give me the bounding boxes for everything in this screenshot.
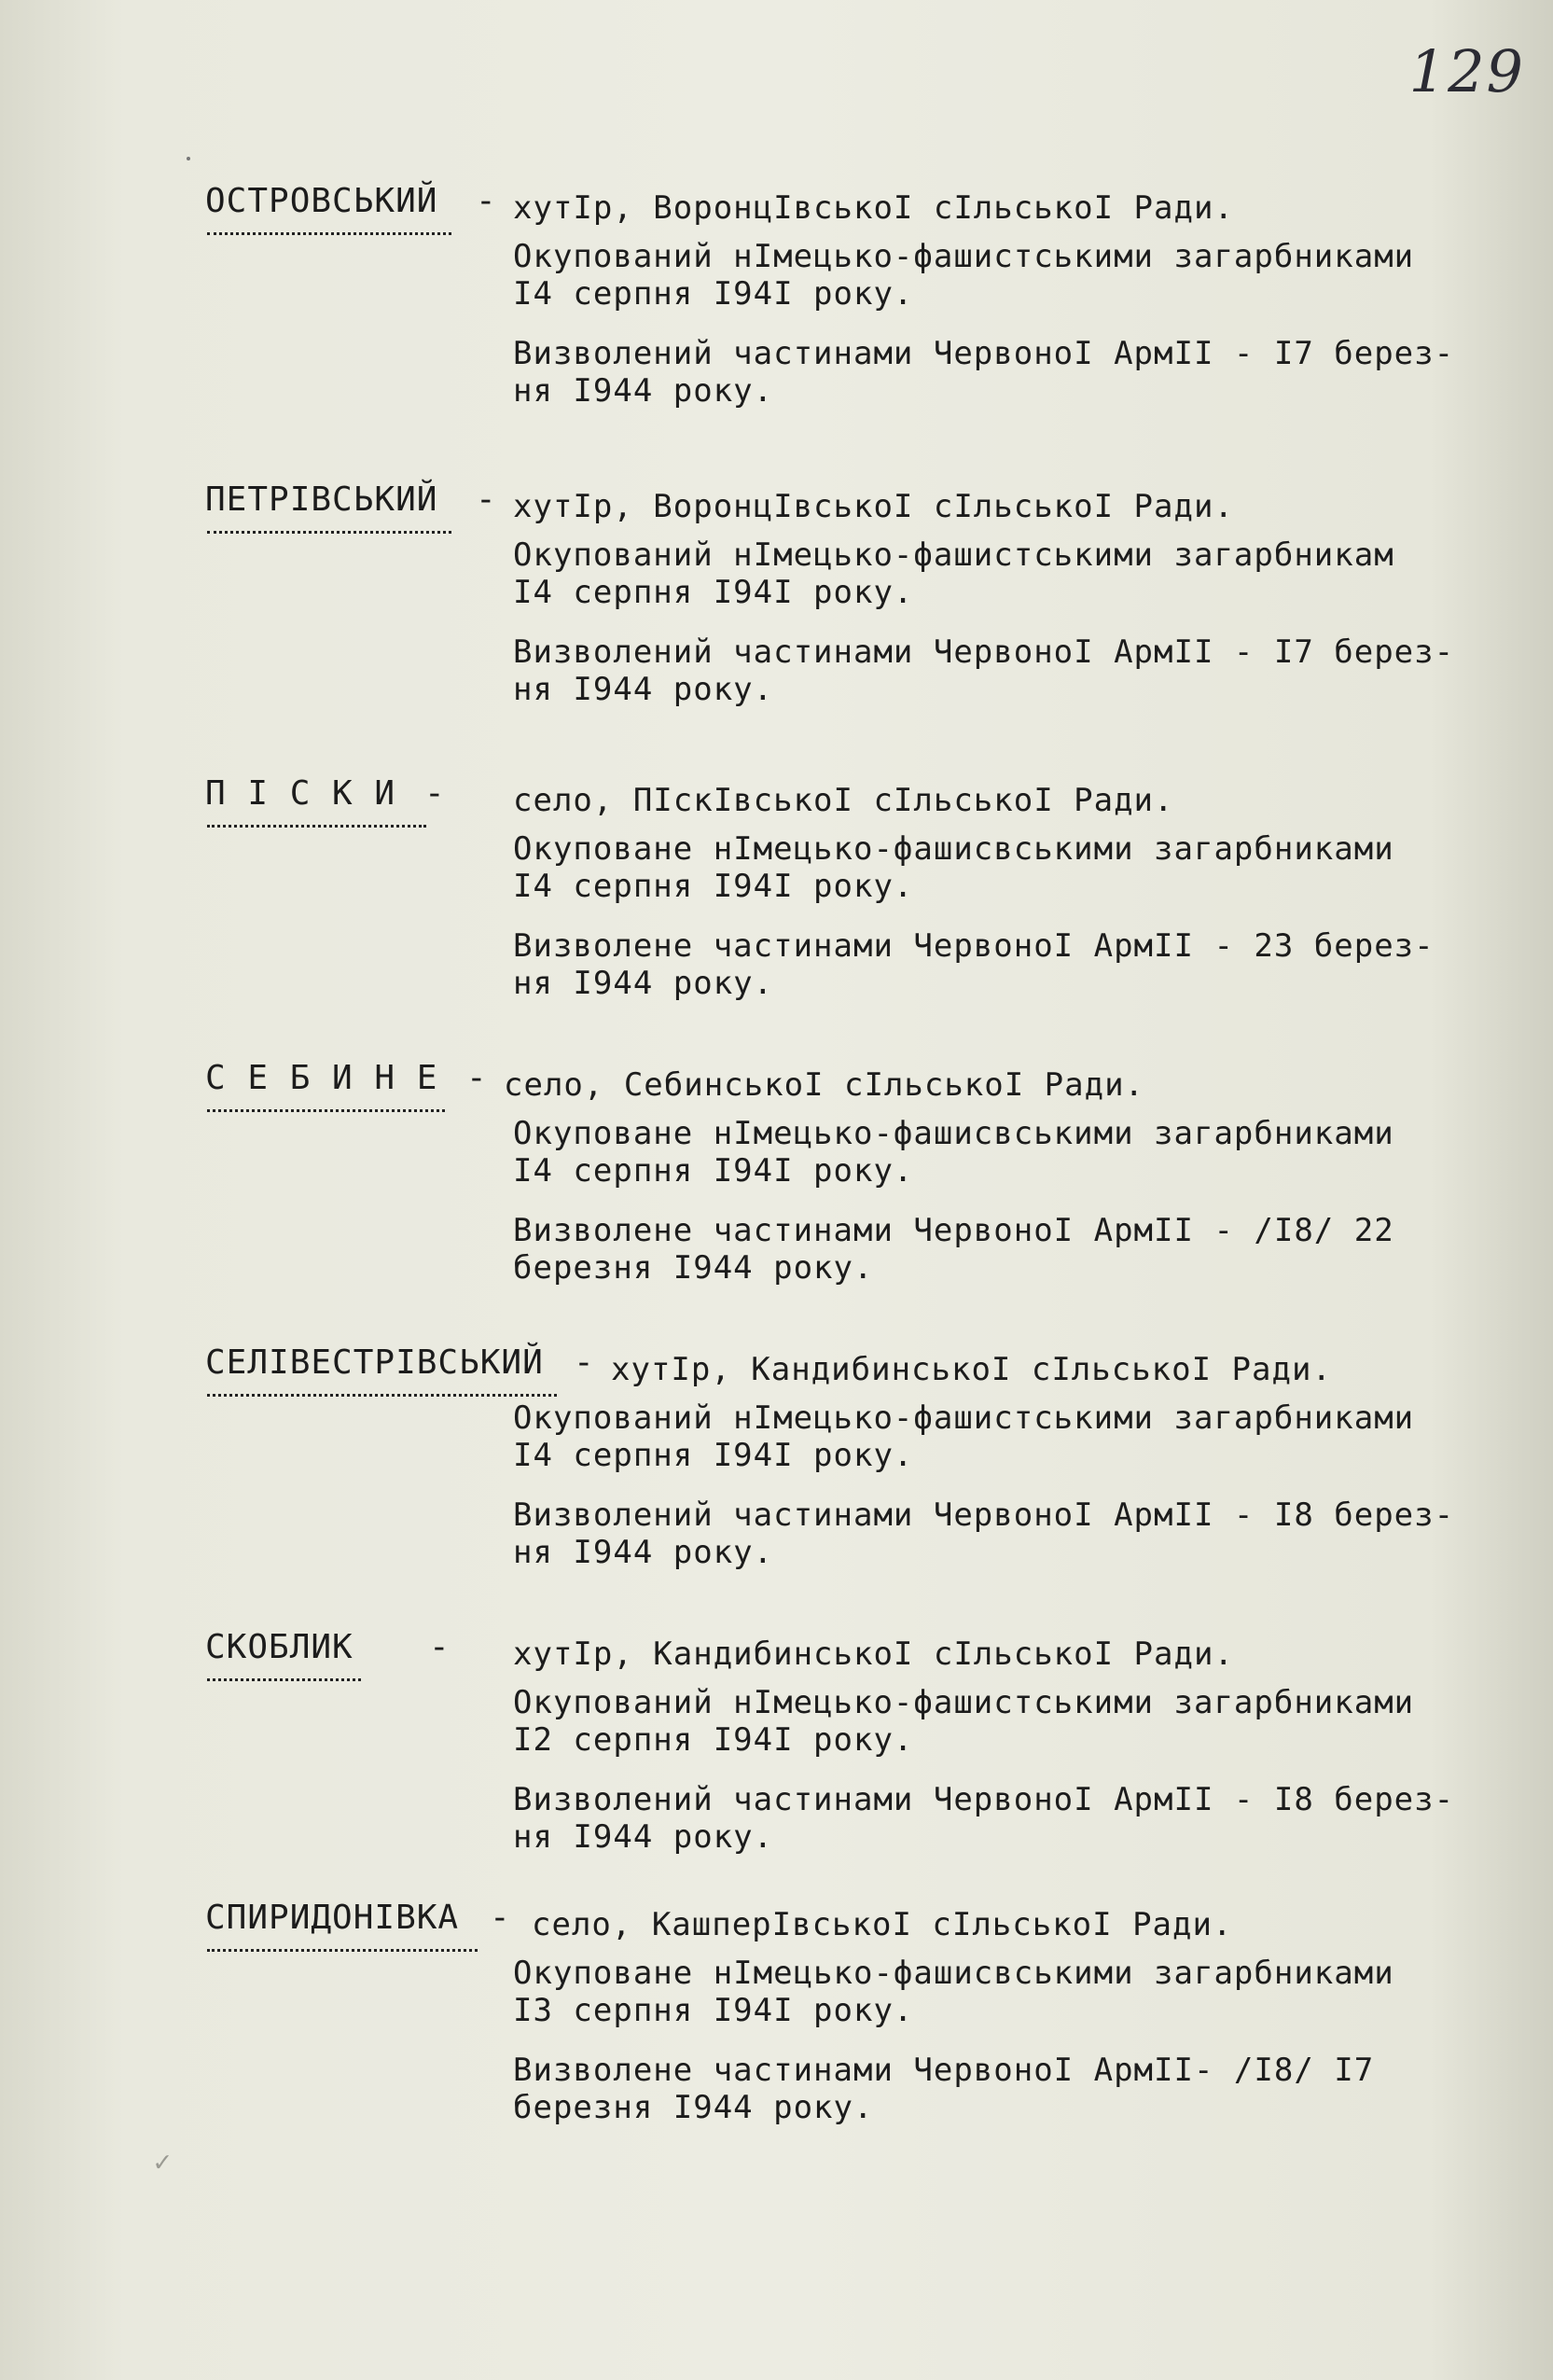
occupation-text: Окуповане нІмецько-фашисвськими загарбниками І3 серпня І94І року.	[513, 1955, 1394, 2029]
occupation-text: Окуповане нІмецько-фашисвськими загарбниками І4 серпня І94І року.	[513, 830, 1394, 905]
occupation-text: Окуповане нІмецько-фашисвськими загарбниками І4 серпня І94І року.	[513, 1115, 1394, 1190]
entry-petrivskyi	[205, 471, 1530, 731]
page-number: 129	[1408, 37, 1525, 105]
entry-name: С Е Б И Н Е	[205, 1059, 438, 1097]
entry-description: село, КашперІвськоІ сІльськоІ Ради.	[532, 1906, 1233, 1943]
occupation-text: Окупований нІмецько-фашистськими загарбниками І4 серпня І94І року.	[513, 238, 1415, 313]
entry-name: ПЕТРІВСЬКИЙ	[205, 480, 438, 519]
entry-description: село, СебинськоІ сІльськоІ Ради.	[504, 1066, 1145, 1104]
entry-description: хутІр, ВоронцІвськоІ сІльськоІ Ради.	[513, 189, 1234, 227]
name-underline	[207, 525, 451, 534]
entry-ostrovskyi	[205, 173, 1530, 432]
name-underline	[207, 1104, 445, 1112]
entry-name: ОСТРОВСЬКИЙ	[205, 182, 438, 220]
entry-skoblyk	[205, 1619, 1530, 1878]
margin-dot	[187, 157, 190, 160]
entry-spyrydonivka	[205, 1889, 1530, 2149]
dash: -	[476, 182, 496, 220]
entry-sebyne	[205, 1050, 1530, 1309]
pencil-check-mark: ✓	[154, 2146, 172, 2178]
liberation-text: Визволене частинами ЧервоноІ АрмІІ - /І8/ 22 березня І944 року.	[513, 1212, 1394, 1287]
liberation-text: Визволений частинами ЧервоноІ АрмІІ - І8 берез- ня І944 року.	[513, 1781, 1455, 1856]
occupation-text: Окупований нІмецько-фашистськими загарбниками І2 серпня І94І року.	[513, 1684, 1415, 1759]
liberation-text: Визволене частинами ЧервоноІ АрмІІ - 23 берез- ня І944 року.	[513, 927, 1435, 1002]
name-underline	[207, 1673, 361, 1681]
entry-name: СКОБЛИК	[205, 1628, 354, 1666]
dash: -	[490, 1899, 510, 1937]
entry-description: хутІр, КандибинськоІ сІльськоІ Ради.	[611, 1351, 1332, 1388]
dash: -	[424, 774, 445, 813]
entry-pisky	[205, 765, 1530, 1024]
occupation-text: Окупований нІмецько-фашистськими загарбникам І4 серпня І94І року.	[513, 536, 1394, 611]
dash: -	[476, 480, 496, 519]
liberation-text: Визволений частинами ЧервоноІ АрмІІ - І7 берез- ня І944 року.	[513, 633, 1455, 708]
entry-description: село, ПІскІвськоІ сІльськоІ Ради.	[513, 782, 1174, 819]
occupation-text: Окупований нІмецько-фашистськими загарбниками І4 серпня І94І року.	[513, 1399, 1415, 1474]
name-underline	[207, 819, 426, 828]
entry-name: СПИРИДОНІВКА	[205, 1899, 460, 1937]
name-underline	[207, 1943, 478, 1952]
entry-name: П І С К И	[205, 774, 396, 813]
liberation-text: Визволений частинами ЧервоноІ АрмІІ - І7 берез- ня І944 року.	[513, 335, 1455, 410]
entry-selivestrivskyi	[205, 1334, 1530, 1594]
liberation-text: Визволене частинами ЧервоноІ АрмІІ- /І8/ І7 березня І944 року.	[513, 2052, 1375, 2126]
dash: -	[466, 1059, 487, 1097]
name-underline	[207, 1388, 557, 1397]
entry-description: хутІр, ВоронцІвськоІ сІльськоІ Ради.	[513, 488, 1234, 525]
entry-name: СЕЛІВЕСТРІВСЬКИЙ	[205, 1343, 544, 1382]
name-underline	[207, 227, 451, 235]
entry-description: хутІр, КандибинськоІ сІльськоІ Ради.	[513, 1635, 1234, 1673]
dash: -	[429, 1628, 450, 1666]
dash: -	[574, 1343, 594, 1382]
liberation-text: Визволений частинами ЧервоноІ АрмІІ - І8 берез- ня І944 року.	[513, 1496, 1455, 1571]
